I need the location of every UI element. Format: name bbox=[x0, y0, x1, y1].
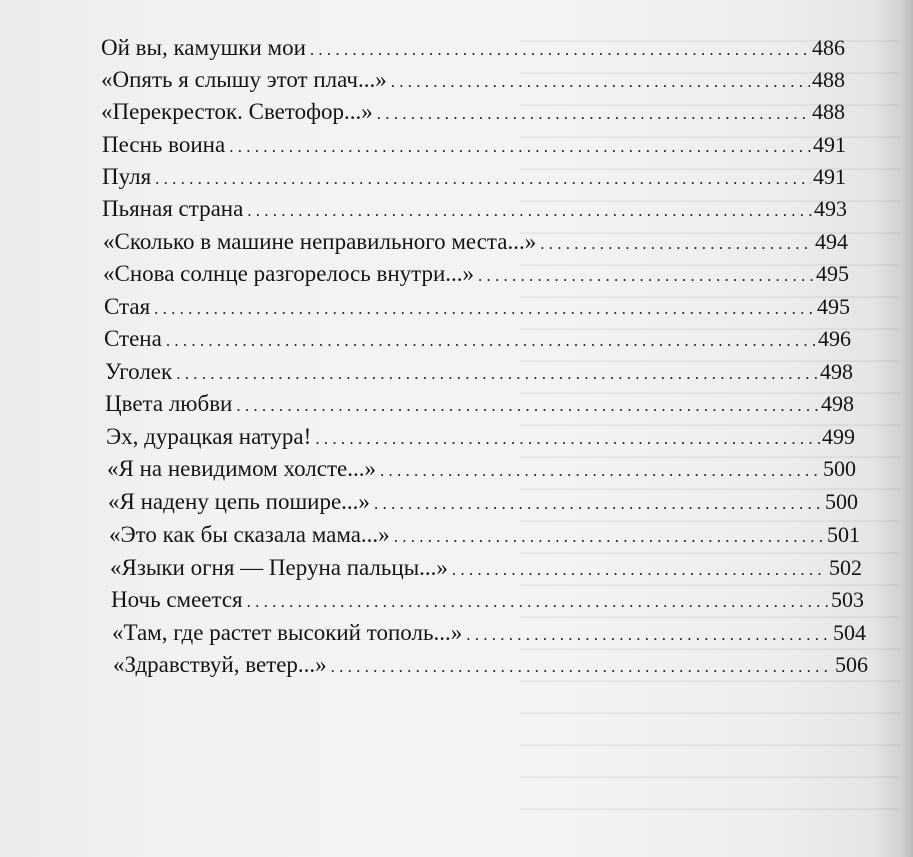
dot-leader bbox=[377, 99, 810, 129]
toc-entry bbox=[110, 553, 862, 583]
toc-entry bbox=[102, 162, 846, 192]
toc-entry bbox=[102, 130, 846, 160]
dot-leader bbox=[466, 620, 831, 650]
toc-entry-page: 503 bbox=[831, 587, 864, 612]
dot-leader bbox=[478, 261, 814, 291]
toc-entry-page: 500 bbox=[823, 456, 856, 481]
toc-entry-title: Песнь воина bbox=[102, 132, 226, 157]
toc-entry bbox=[104, 324, 851, 354]
toc-entry bbox=[108, 487, 858, 517]
toc-entry-page: 496 bbox=[818, 326, 851, 351]
dot-leader bbox=[155, 164, 811, 194]
toc-entry bbox=[106, 422, 855, 452]
toc-entry-title: Ой вы, камушки мои bbox=[101, 35, 306, 60]
dot-leader bbox=[310, 35, 810, 65]
toc-entry-page: 495 bbox=[816, 261, 849, 286]
toc-entry bbox=[112, 618, 866, 648]
toc-entry-title: Эх, дурацкая натура! bbox=[106, 424, 312, 449]
toc-entry-page: 491 bbox=[813, 164, 846, 189]
toc-entry-page: 493 bbox=[814, 196, 847, 221]
toc-entry-page: 498 bbox=[821, 391, 854, 416]
toc-entry bbox=[105, 389, 854, 419]
toc-entry-title: Пуля bbox=[102, 164, 152, 189]
toc-entry-title: Цвета любви bbox=[105, 391, 233, 416]
toc-entry-page: 504 bbox=[833, 620, 866, 645]
toc-entry-title: «Снова солнце разгорелось внутри...» bbox=[103, 261, 475, 286]
dot-leader bbox=[394, 522, 825, 552]
toc-entry bbox=[107, 454, 856, 484]
toc-entry-title: Уголек bbox=[105, 359, 173, 384]
dot-leader bbox=[391, 67, 810, 97]
toc-entry-page: 498 bbox=[820, 359, 853, 384]
toc-entry-page: 494 bbox=[815, 229, 848, 254]
toc-entry bbox=[111, 585, 864, 615]
toc-entry-title: «Это как бы сказала мама...» bbox=[109, 522, 390, 547]
dot-leader bbox=[247, 587, 829, 617]
toc-entry-title: «Перекресток. Светофор...» bbox=[101, 99, 373, 124]
dot-leader bbox=[374, 489, 823, 519]
toc-entry-title: «Я надену цепь пошире...» bbox=[108, 489, 370, 514]
toc-entry bbox=[103, 227, 848, 257]
toc-entry-page: 486 bbox=[812, 35, 845, 60]
toc-entry bbox=[104, 292, 850, 322]
toc-entry-title: «Здравствуй, ветер...» bbox=[113, 652, 327, 677]
toc-entry bbox=[101, 97, 845, 127]
toc-entry-page: 502 bbox=[829, 555, 862, 580]
dot-leader bbox=[166, 326, 816, 356]
dot-leader bbox=[452, 555, 827, 585]
toc-entry-title: Стена bbox=[104, 326, 162, 351]
dot-leader bbox=[540, 229, 813, 259]
toc-entry bbox=[101, 65, 845, 95]
toc-entry bbox=[101, 33, 845, 63]
toc-entry-title: Ночь смеется bbox=[111, 587, 243, 612]
dot-leader bbox=[380, 456, 821, 486]
dot-leader bbox=[247, 196, 812, 226]
toc-entry-title: «Я на невидимом холсте...» bbox=[107, 456, 376, 481]
toc-entry-title: «Опять я слышу этот плач...» bbox=[101, 67, 387, 92]
dot-leader bbox=[315, 424, 820, 454]
dot-leader bbox=[154, 294, 815, 324]
toc-entry-title: «Языки огня — Перуна пальцы...» bbox=[110, 555, 448, 580]
toc-entry-title: Стая bbox=[104, 294, 151, 319]
toc-entry-title: Пьяная страна bbox=[102, 196, 244, 221]
toc-entry-title: «Там, где растет высокий тополь...» bbox=[112, 620, 463, 645]
toc-entry-title: «Сколько в машине неправильного места...» bbox=[103, 229, 537, 254]
toc-entry-page: 500 bbox=[825, 489, 858, 514]
toc-entry-page: 491 bbox=[813, 132, 846, 157]
toc-entry-page: 501 bbox=[827, 522, 860, 547]
dot-leader bbox=[229, 132, 811, 162]
dot-leader bbox=[176, 359, 818, 389]
toc-entry bbox=[113, 650, 868, 680]
toc-entry-page: 488 bbox=[812, 67, 845, 92]
toc-entry-page: 488 bbox=[812, 99, 845, 124]
toc-entry-page: 495 bbox=[817, 294, 850, 319]
toc-entry bbox=[105, 357, 853, 387]
toc-entry bbox=[102, 194, 847, 224]
toc-entry bbox=[109, 520, 860, 550]
dot-leader bbox=[236, 391, 819, 421]
toc-entry bbox=[103, 259, 849, 289]
dot-leader bbox=[331, 652, 833, 682]
toc-entry-page: 499 bbox=[822, 424, 855, 449]
toc-entry-page: 506 bbox=[835, 652, 868, 677]
